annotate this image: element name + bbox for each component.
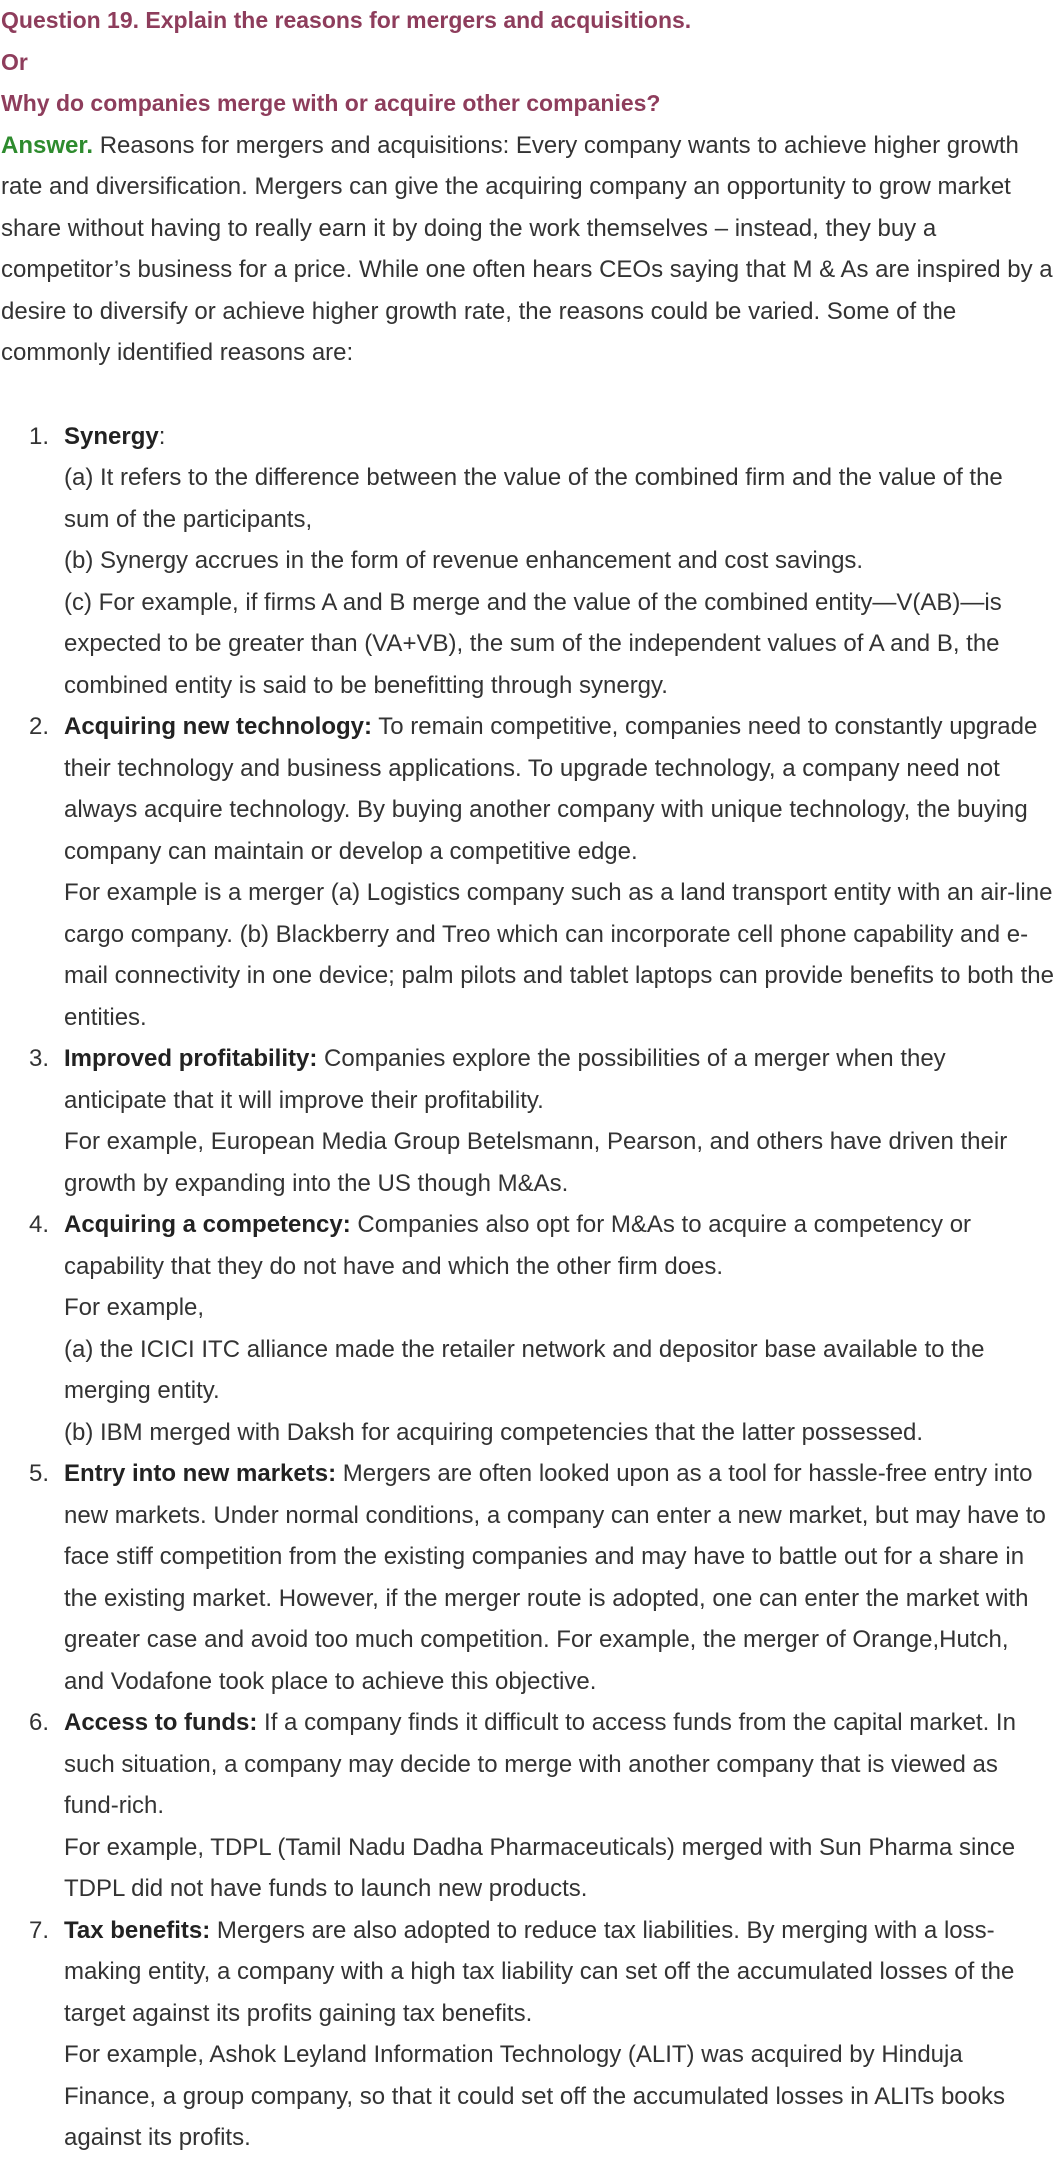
reason-title: Tax benefits: [64, 1916, 211, 1944]
list-number: 1. [29, 422, 50, 450]
answer-label: Answer. [1, 131, 94, 159]
reason-item-synergy [1, 416, 1054, 707]
reason-item-funds [1, 1702, 1054, 1910]
reason-text: : [158, 422, 166, 450]
answer-paragraph [1, 125, 1055, 374]
reason-detail: (a) the ICICI ITC alliance made the retailer network and depositor base available to the merging entity. [64, 1335, 985, 1404]
question-heading: Question 19. Explain the reasons for mergers and acquisitions. [1, 7, 692, 33]
reason-detail: (a) It refers to the difference between the value of the combined firm and the value of the sum of the participants, [64, 464, 1003, 533]
reason-title: Entry into new markets: [64, 1460, 337, 1487]
reason-text: Mergers are often looked upon as a tool for hassle-free entry into new markets. Under normal conditions, a company can enter a new market, but may have to face stiff competition from the existing companies and may have to battle out for a share in the existing market. However, if the merger route is adopted, one can enter the market with greater case and avoid too much competition. For example, the merger of Orange,Hutch, and Vodafone took place to achieve this objective. [64, 1460, 1046, 1695]
list-number: 3. [29, 1045, 50, 1072]
list-number: 2. [29, 713, 50, 740]
list-number: 6. [29, 1709, 50, 1736]
reason-detail: For example is a merger (a) Logistics company such as a land transport entity with an air-line cargo company. (b) Blackberry and Treo which can incorporate cell phone capability and e-mail connectivity in one device; palm pilots and tablet laptops can provide benefits to both the entities. [64, 879, 1054, 1031]
list-number: 7. [29, 1916, 50, 1944]
reason-title: Acquiring a competency: [64, 1211, 351, 1238]
reason-text: To remain competitive, companies need to constantly upgrade their technology and business applications. To upgrade technology, a company need not always acquire technology. By buying another company with unique technology, the buying company can maintain or develop a competitive edge. [64, 713, 1038, 865]
list-number: 4. [29, 1211, 50, 1238]
reason-title: Synergy [64, 422, 159, 450]
reason-text: Companies explore the possibilities of a merger when they anticipate that it will improve their profitability. [64, 1045, 946, 1114]
reason-detail: For example, TDPL (Tamil Nadu Dadha Pharmaceuticals) merged with Sun Pharma since TDPL did not have funds to launch new products. [64, 1833, 1016, 1902]
reason-detail: (c) For example, if firms A and B merge and the value of the combined entity—V(AB)—is expected to be greater than (VA+VB), the sum of the independent values of A and B, the combined entity is said to be benefitting through synergy. [64, 588, 1002, 699]
reason-detail: (b) IBM merged with Daksh for acquiring competencies that the latter possessed. [64, 1418, 924, 1446]
reason-title: Access to funds: [64, 1709, 258, 1736]
reason-text: If a company finds it difficult to access funds from the capital market. In such situation, a company may decide to merge with another company that is viewed as fund-rich. [64, 1709, 1016, 1819]
reason-text: Companies also opt for M&As to acquire a competency or capability that they do not have and which the other firm does. [64, 1211, 972, 1280]
reason-detail: For example, European Media Group Betelsmann, Pearson, and others have driven their growth by expanding into the US though M&As. [64, 1128, 1008, 1197]
reason-item-new-technology [1, 706, 1054, 1038]
question-alternate: Why do companies merge with or acquire other companies? [1, 90, 661, 116]
reason-item-profitability [1, 1038, 1054, 1204]
reason-title: Acquiring new technology: [64, 713, 373, 740]
reason-title: Improved profitability: [64, 1045, 318, 1072]
reason-item-new-markets [1, 1453, 1054, 1702]
answer-text: Reasons for mergers and acquisitions: Every company wants to achieve higher growth rate and diversification. Mergers can give the acquiring company an opportunity to grow market share without having to really earn it by doing the work themselves – instead, they buy a competitor’s business for a price. While one often hears CEOs saying that M & As are inspired by a desire to diversify or achieve higher growth rate, the reasons could be varied. Some of the commonly identified reasons are: [1, 131, 1053, 366]
reason-detail: (b) Synergy accrues in the form of revenue enhancement and cost savings. [64, 547, 864, 574]
question-or: Or [1, 48, 28, 75]
list-number: 5. [29, 1460, 50, 1487]
reason-item-competency [1, 1204, 1054, 1453]
reason-detail: For example, [64, 1294, 205, 1321]
reason-detail: For example, Ashok Leyland Information Technology (ALIT) was acquired by Hinduja Finance, a group company, so that it could set off the accumulated losses in ALITs books against its profits. [64, 2041, 1005, 2151]
reason-item-tax-benefits [1, 1910, 1054, 2159]
reasons-list [1, 416, 1057, 2159]
reason-text: Mergers are also adopted to reduce tax liabilities. By merging with a loss-making entity, a company with a high tax liability can set off the accumulated losses of the target against its profits gaining tax benefits. [64, 1916, 1015, 2027]
